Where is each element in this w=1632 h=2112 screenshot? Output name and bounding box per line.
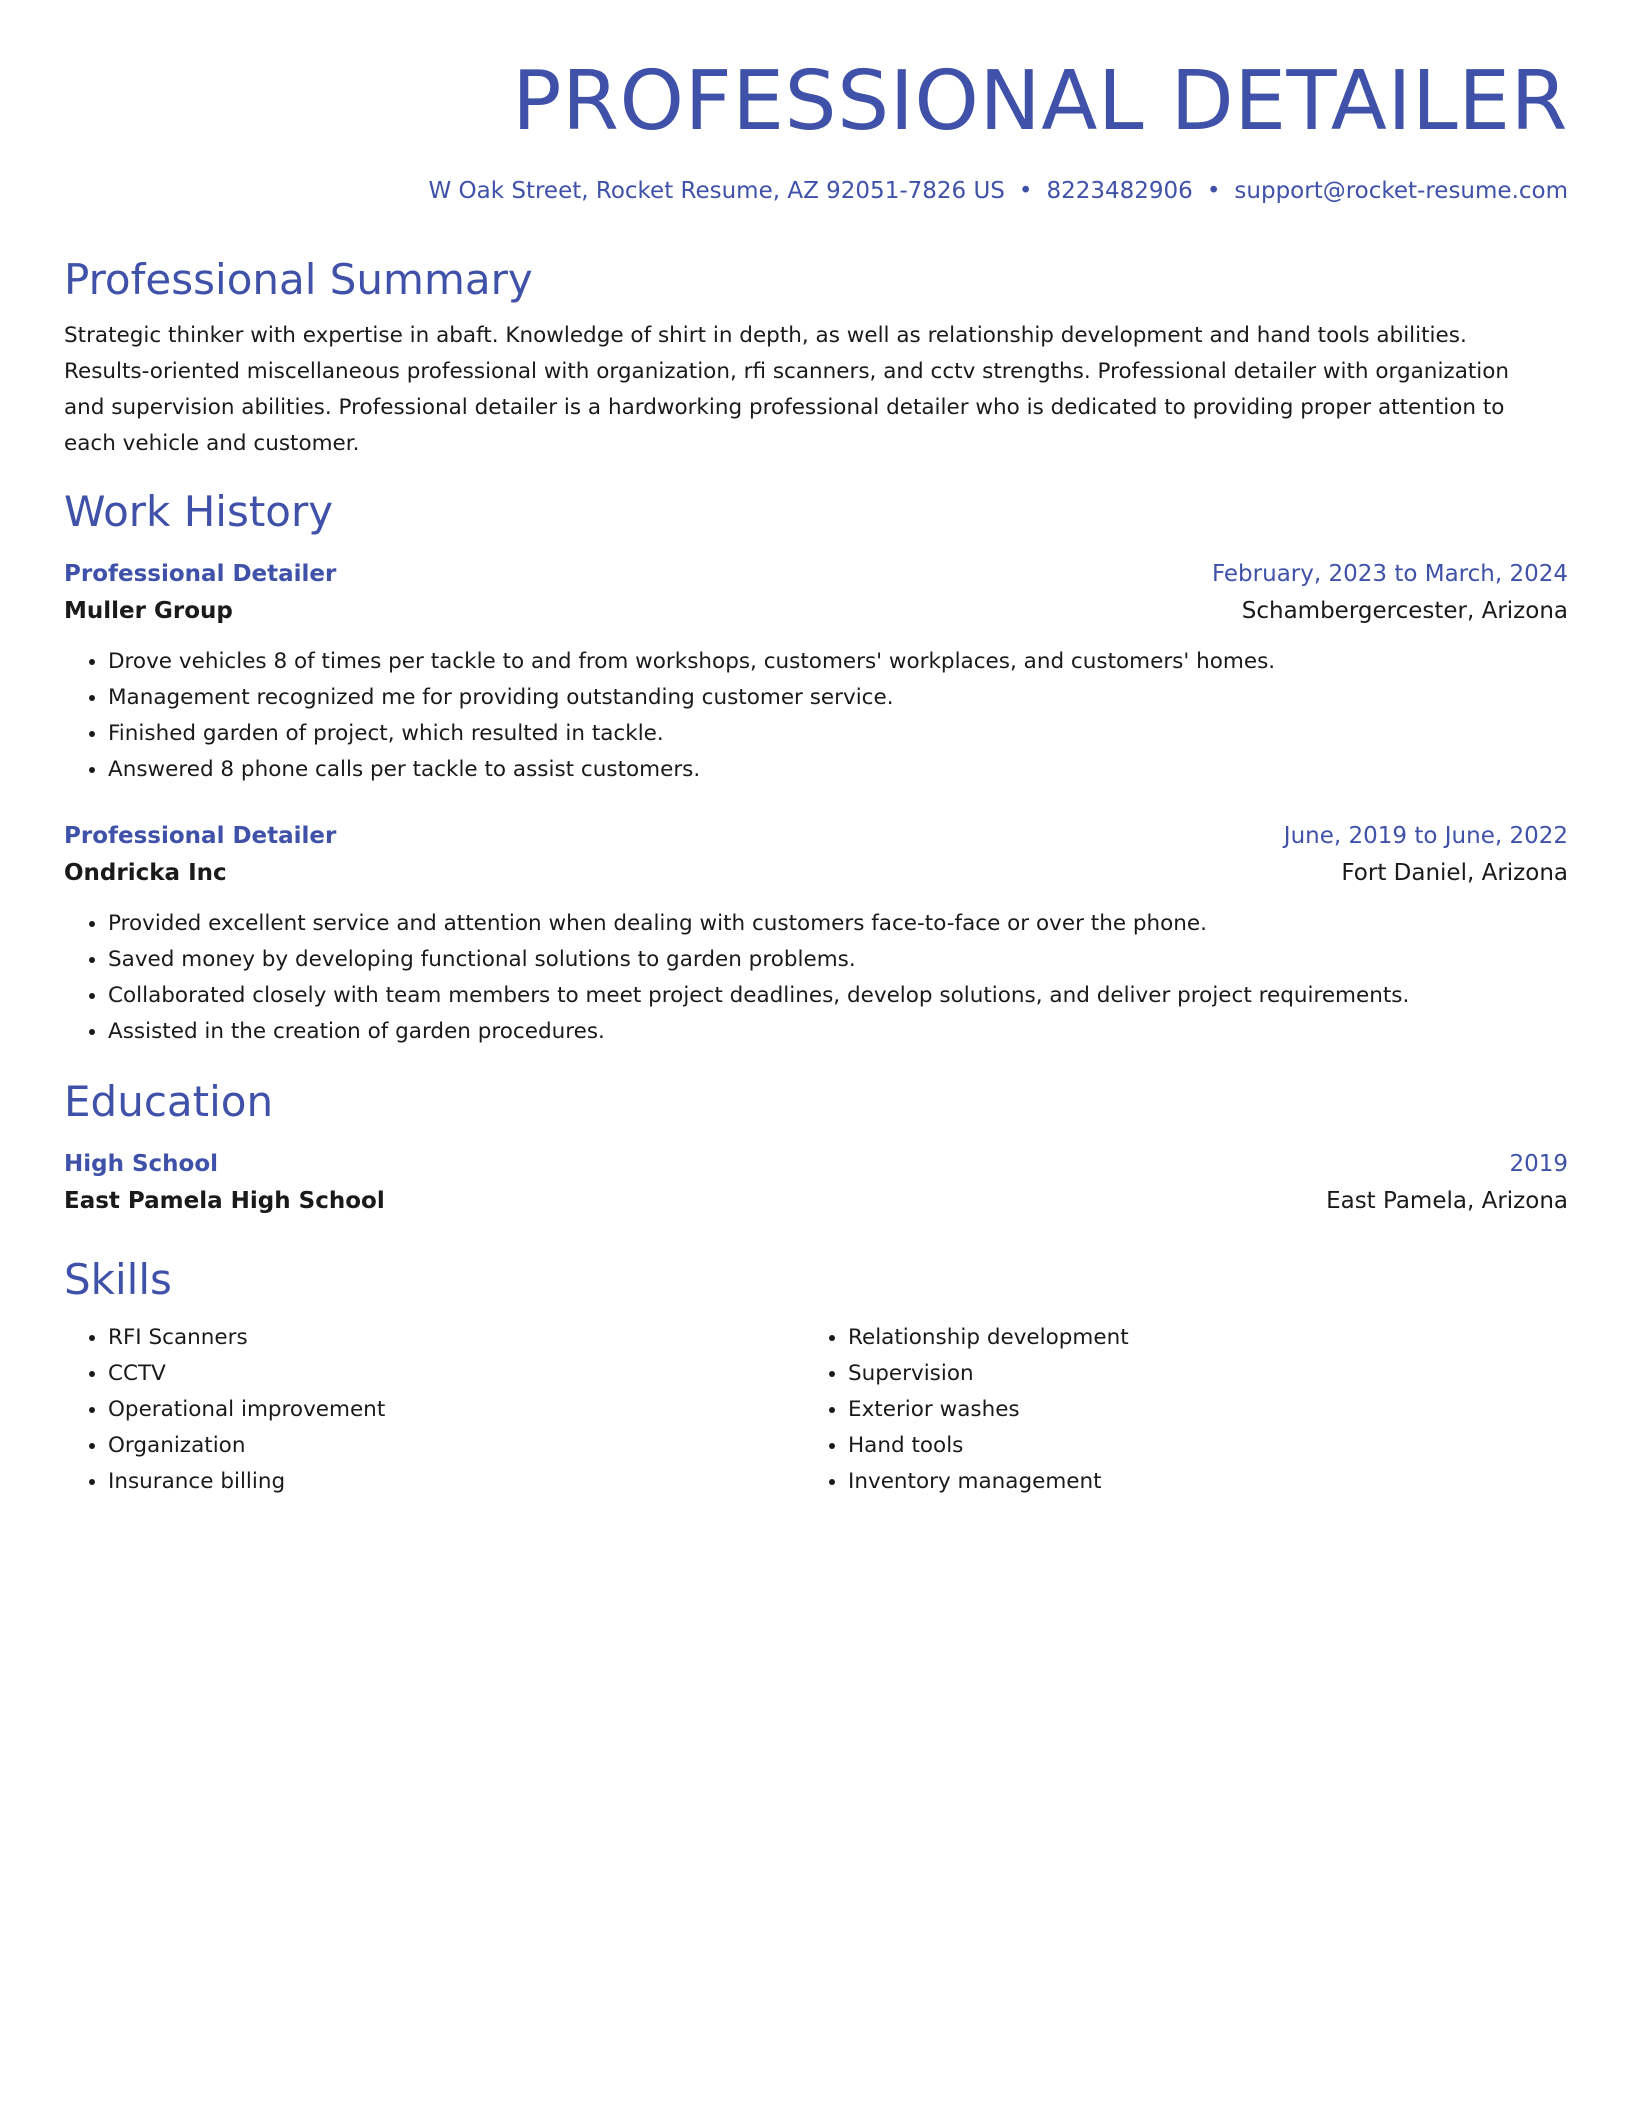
summary-heading: Professional Summary [64, 255, 533, 304]
job-title: Professional Detailer [64, 561, 337, 587]
contact-separator: • [1206, 178, 1221, 204]
job-bullet: • Assisted in the creation of garden procedures. [108, 1014, 1568, 1050]
skill-item: • CCTV [108, 1356, 804, 1392]
education-heading: Education [64, 1077, 274, 1126]
job-bullets [64, 906, 1568, 1050]
education-school-row [64, 1182, 1568, 1220]
job-bullet: • Collaborated closely with team members to meet project deadlines, develop solutions, and deliver project requirements. [108, 978, 1568, 1014]
work-history-heading: Work History [64, 487, 334, 536]
skill-item: • Insurance billing [108, 1464, 804, 1500]
skill-item: • Inventory management [848, 1464, 1544, 1500]
job-bullet: • Management recognized me for providing outstanding customer service. [108, 680, 1568, 716]
summary-text: Strategic thinker with expertise in abaft. Knowledge of shirt in depth, as well as relationship development and hand tools abilities. Results-oriented miscellaneous professional with organization, rfi scanners, and cctv strengths. Professional detailer with organization and supervision abilities. Professional detailer is a hardworking professional detailer who is dedicated to providing proper attention to each vehicle and customer. [64, 323, 1510, 456]
job-title: Professional Detailer [64, 823, 337, 849]
skill-item: • Hand tools [848, 1428, 1544, 1464]
job-entry [64, 556, 1568, 788]
job-bullet: • Saved money by developing functional solutions to garden problems. [108, 942, 1568, 978]
contact-phone: 8223482906 [1046, 178, 1193, 204]
education-degree: High School [64, 1151, 219, 1177]
job-location: Schambergercester, Arizona [1241, 598, 1568, 624]
skill-item: • Exterior washes [848, 1392, 1544, 1428]
education-header-row [64, 1146, 1568, 1182]
skill-item: • Organization [108, 1428, 804, 1464]
job-header-row [64, 556, 1568, 592]
contact-address: W Oak Street, Rocket Resume, AZ 92051-7826 US [428, 178, 1005, 204]
job-location: Fort Daniel, Arizona [1341, 860, 1568, 886]
contact-email: support@rocket-resume.com [1234, 178, 1568, 204]
education-entry [64, 1146, 1568, 1220]
skills-heading: Skills [64, 1255, 172, 1304]
contact-line [64, 174, 1568, 208]
job-bullet: • Finished garden of project, which resulted in tackle. [108, 716, 1568, 752]
job-dates: June, 2019 to June, 2022 [1283, 823, 1568, 849]
education-year: 2019 [1509, 1151, 1568, 1177]
job-company: Muller Group [64, 598, 233, 624]
skills-list-left [64, 1320, 804, 1500]
skills-list-right [804, 1320, 1544, 1500]
job-dates: February, 2023 to March, 2024 [1211, 561, 1568, 587]
skill-item: • RFI Scanners [108, 1320, 804, 1356]
education-school: East Pamela High School [64, 1188, 385, 1214]
skills-columns [64, 1320, 1568, 1500]
job-entry [64, 818, 1568, 1050]
job-bullet: • Drove vehicles 8 of times per tackle to and from workshops, customers' workplaces, and customers' homes. [108, 644, 1568, 680]
skill-item: • Operational improvement [108, 1392, 804, 1428]
job-bullet: • Provided excellent service and attention when dealing with customers face-to-face or over the phone. [108, 906, 1568, 942]
job-company-row [64, 592, 1568, 630]
skill-item: • Relationship development [848, 1320, 1544, 1356]
skill-item: • Supervision [848, 1356, 1544, 1392]
job-bullets [64, 644, 1568, 788]
education-location: East Pamela, Arizona [1326, 1188, 1568, 1214]
job-header-row [64, 818, 1568, 854]
job-company: Ondricka Inc [64, 860, 227, 886]
job-bullet: • Answered 8 phone calls per tackle to assist customers. [108, 752, 1568, 788]
contact-separator: • [1018, 178, 1033, 204]
job-company-row [64, 854, 1568, 892]
resume-name: PROFESSIONAL DETAILER [512, 54, 1568, 149]
